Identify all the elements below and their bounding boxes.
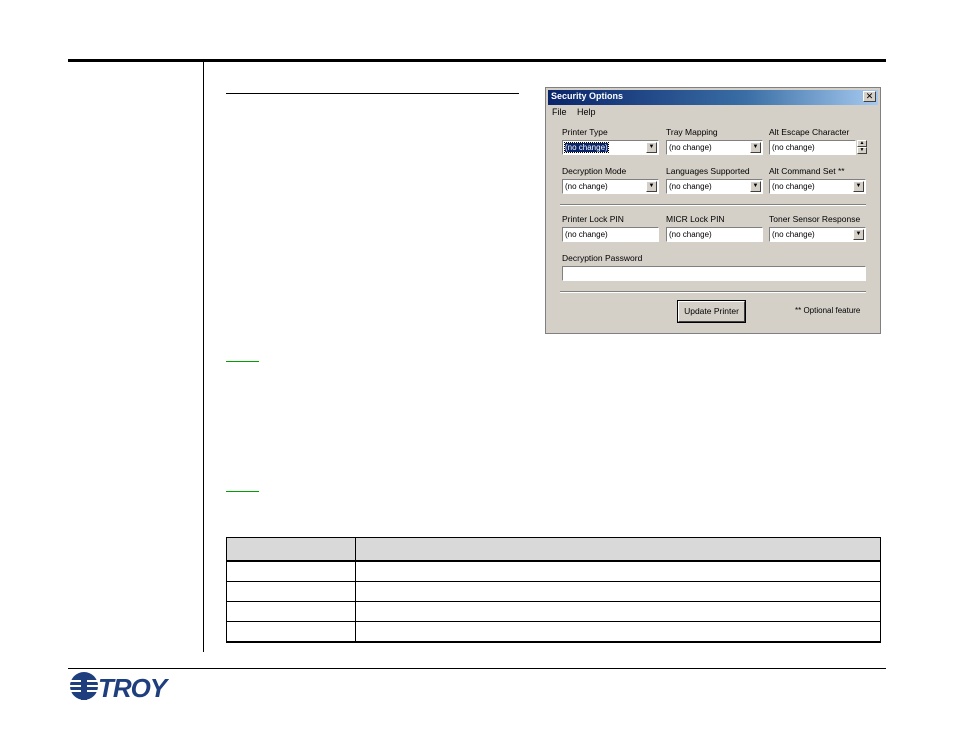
- printer-lock-pin-field[interactable]: [562, 227, 659, 242]
- close-icon: ✕: [865, 91, 874, 101]
- tray-mapping-dropdown[interactable]: [666, 140, 763, 155]
- decryption-mode-dropdown[interactable]: [562, 179, 659, 194]
- micr-lock-pin-value: (no change): [669, 230, 712, 239]
- table-cell: [227, 582, 356, 602]
- decryption-mode-value: (no change): [565, 182, 608, 191]
- table-header-cell: [227, 538, 356, 562]
- printer-type-label: Printer Type: [562, 127, 608, 137]
- table-row: [227, 582, 881, 602]
- table-cell: [356, 561, 881, 582]
- spin-up-icon[interactable]: ▲: [857, 140, 867, 147]
- close-button[interactable]: [863, 91, 876, 102]
- data-table: [226, 537, 881, 643]
- table-cell: [227, 622, 356, 643]
- printer-lock-pin-value: (no change): [565, 230, 608, 239]
- table-cell: [356, 582, 881, 602]
- printer-type-dropdown[interactable]: [562, 140, 659, 155]
- separator: [560, 204, 866, 206]
- logo-text: TROY: [98, 673, 167, 703]
- security-options-dialog: [545, 87, 881, 334]
- toner-sensor-response-label: Toner Sensor Response: [769, 214, 861, 224]
- link-underline[interactable]: [226, 491, 259, 492]
- alt-command-set-dropdown[interactable]: [769, 179, 866, 194]
- tray-mapping-value: (no change): [669, 143, 712, 152]
- chevron-down-icon[interactable]: ▼: [853, 229, 864, 240]
- toner-sensor-response-dropdown[interactable]: [769, 227, 866, 242]
- micr-lock-pin-field[interactable]: [666, 227, 763, 242]
- chevron-down-icon[interactable]: ▼: [853, 181, 864, 192]
- menu-help[interactable]: Help: [577, 107, 596, 117]
- troy-logo: [68, 670, 170, 703]
- optional-feature-note: ** Optional feature: [795, 306, 861, 315]
- printer-lock-pin-label: Printer Lock PIN: [562, 214, 624, 224]
- alt-escape-spinner[interactable]: [857, 140, 867, 155]
- tray-mapping-label: Tray Mapping: [666, 127, 718, 137]
- decryption-password-label: Decryption Password: [562, 253, 643, 263]
- table-header-cell: [356, 538, 881, 562]
- dialog-title: Security Options: [551, 91, 624, 101]
- languages-supported-dropdown[interactable]: [666, 179, 763, 194]
- toner-sensor-response-value: (no change): [772, 230, 815, 239]
- alt-escape-character-value: (no change): [772, 143, 815, 152]
- alt-command-set-value: (no change): [772, 182, 815, 191]
- table-row: [227, 622, 881, 643]
- table-cell: [227, 561, 356, 582]
- section-heading-rule: [226, 93, 519, 94]
- footer-rule: [68, 668, 886, 669]
- table-cell: [227, 602, 356, 622]
- top-rule: [68, 59, 886, 62]
- alt-escape-character-field[interactable]: [769, 140, 856, 155]
- printer-type-value: (no change): [565, 143, 608, 152]
- chevron-down-icon[interactable]: ▼: [646, 181, 657, 192]
- update-printer-button[interactable]: Update Printer: [678, 301, 745, 322]
- margin-rule: [203, 62, 204, 652]
- spin-down-icon[interactable]: ▼: [857, 147, 867, 154]
- table-cell: [356, 602, 881, 622]
- dialog-titlebar[interactable]: [548, 90, 878, 105]
- languages-supported-label: Languages Supported: [666, 166, 750, 176]
- chevron-down-icon[interactable]: ▼: [646, 142, 657, 153]
- alt-command-set-label: Alt Command Set **: [769, 166, 845, 176]
- table-header-row: [227, 538, 881, 562]
- separator: [560, 291, 866, 293]
- micr-lock-pin-label: MICR Lock PIN: [666, 214, 725, 224]
- table-row: [227, 561, 881, 582]
- chevron-down-icon[interactable]: ▼: [750, 142, 761, 153]
- menu-bar: [552, 107, 604, 119]
- link-underline[interactable]: [226, 361, 259, 362]
- table-cell: [356, 622, 881, 643]
- chevron-down-icon[interactable]: ▼: [750, 181, 761, 192]
- menu-file[interactable]: File: [552, 107, 567, 117]
- alt-escape-character-label: Alt Escape Character: [769, 127, 850, 137]
- decryption-password-field[interactable]: [562, 266, 866, 281]
- languages-supported-value: (no change): [669, 182, 712, 191]
- table-row: [227, 602, 881, 622]
- decryption-mode-label: Decryption Mode: [562, 166, 627, 176]
